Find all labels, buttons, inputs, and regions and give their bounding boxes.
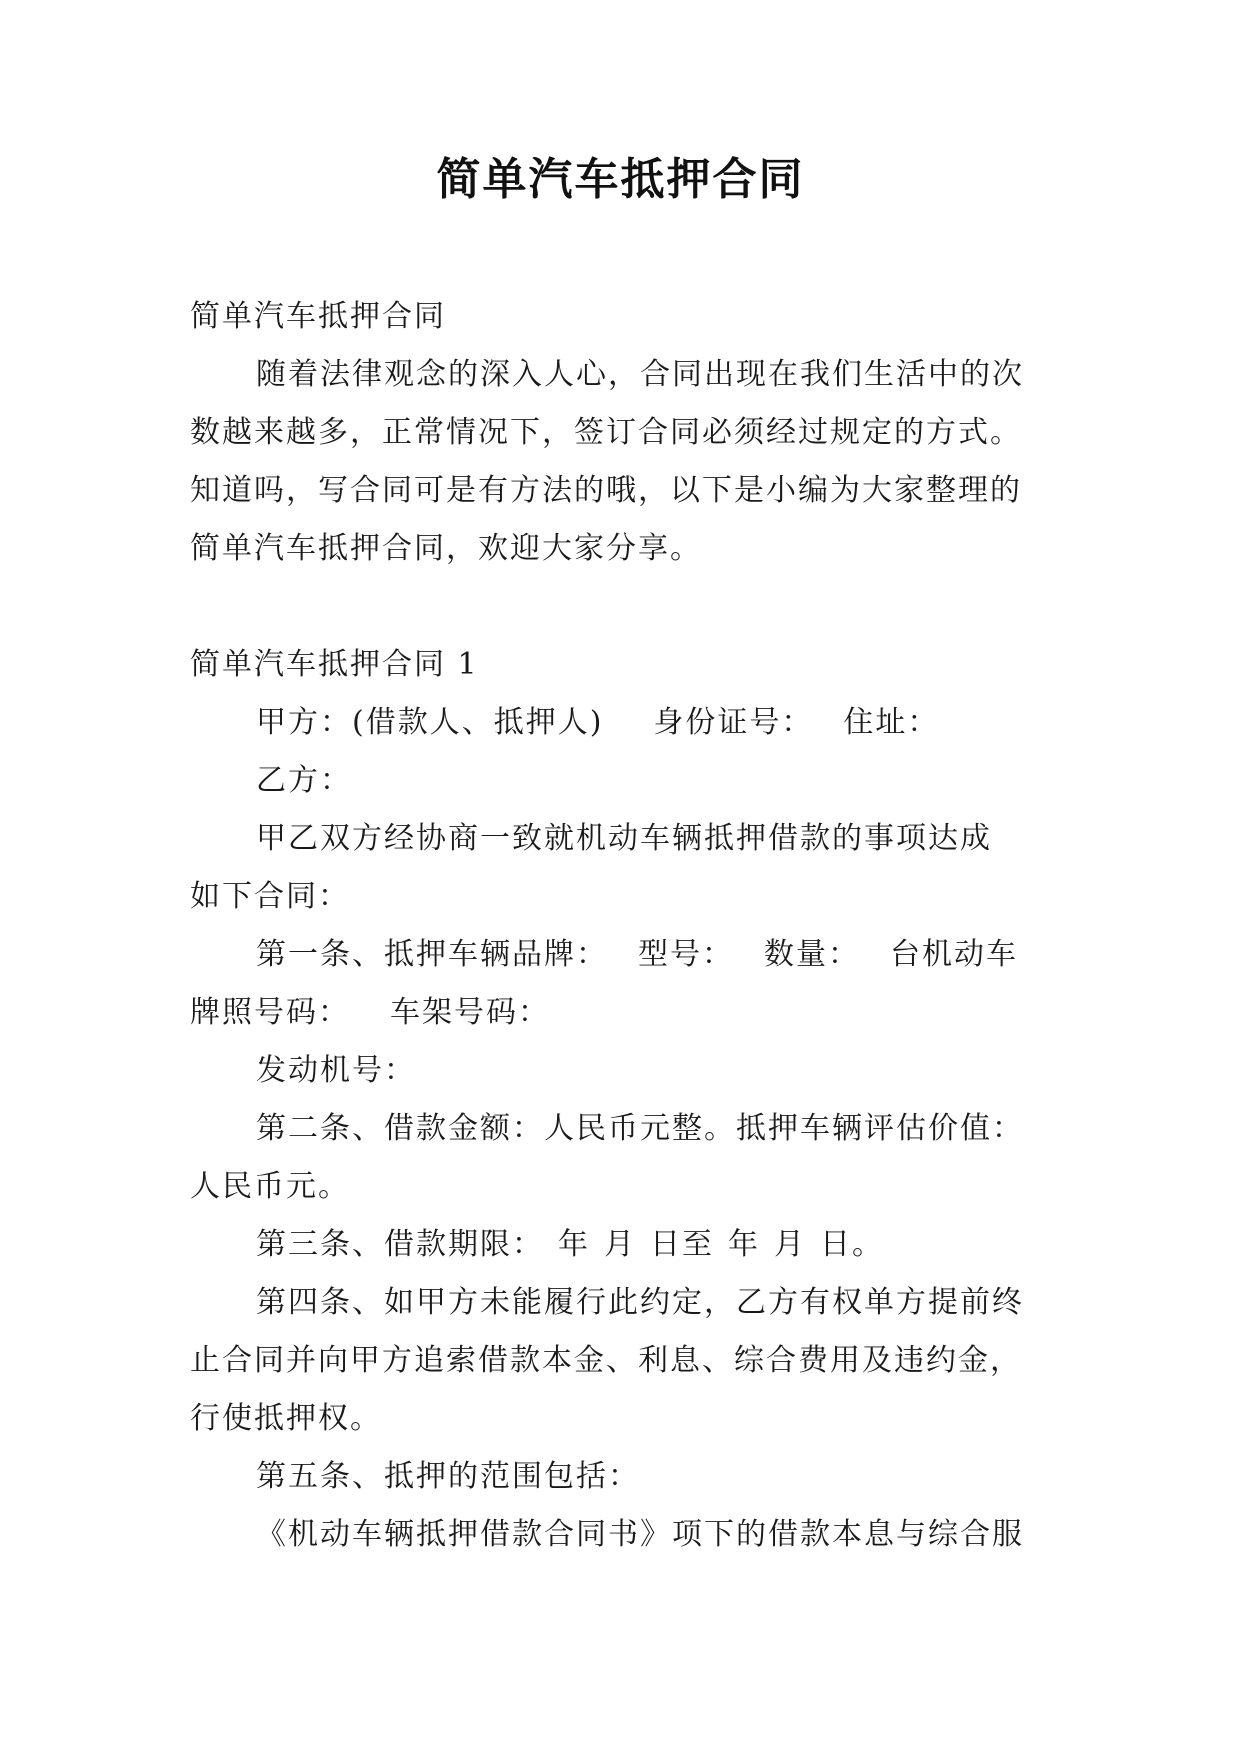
party-a-label: 甲方：(借款人、抵押人) bbox=[256, 705, 604, 740]
id-number-label: 身份证号： bbox=[653, 705, 814, 740]
intro-line-2: 数越来越多，正常情况下，签订合同必须经过规定的方式。 bbox=[190, 415, 1022, 450]
document-title: 简单汽车抵押合同 bbox=[436, 154, 805, 205]
article2-line-1: 第二条、借款金额：人民币元整。抵押车辆评估价值： bbox=[256, 1111, 1024, 1146]
article4-line-2: 止合同并向甲方追索借款本金、利息、综合费用及违约金， bbox=[190, 1343, 1022, 1378]
intro-line-3: 知道吗，写合同可是有方法的哦，以下是小编为大家整理的 bbox=[190, 473, 1022, 508]
article3-month-2: 月 bbox=[774, 1227, 806, 1262]
article1-plate-line-end: 台机动车 bbox=[890, 937, 1018, 972]
article3-year-2: 年 bbox=[728, 1227, 760, 1262]
article4-line-3: 行使抵押权。 bbox=[190, 1401, 382, 1436]
article3-day-1: 日至 bbox=[650, 1227, 714, 1262]
article3-month-1: 月 bbox=[604, 1227, 636, 1262]
party-b-line: 乙方： bbox=[256, 763, 352, 798]
article1-brand: 第一条、抵押车辆品牌： bbox=[256, 937, 608, 972]
intro-line-4: 简单汽车抵押合同，欢迎大家分享。 bbox=[190, 531, 702, 566]
document-body bbox=[190, 288, 1060, 1564]
article5-line: 第五条、抵押的范围包括： bbox=[256, 1459, 640, 1494]
article1-line-2 bbox=[190, 984, 1060, 1042]
agreement-line-1: 甲乙双方经协商一致就机动车辆抵押借款的事项达成 bbox=[256, 821, 992, 856]
article1-line-1 bbox=[190, 926, 1060, 984]
article5-item-line: 《机动车辆抵押借款合同书》项下的借款本息与综合服 bbox=[256, 1517, 1024, 1552]
intro-line-1: 随着法律观念的深入人心，合同出现在我们生活中的次 bbox=[256, 357, 1024, 392]
article3-day-2: 日。 bbox=[820, 1227, 884, 1262]
agreement-line-2: 如下合同： bbox=[190, 879, 350, 914]
article1-plate: 牌照号码： bbox=[190, 995, 350, 1030]
article3-label: 第三条、借款期限： bbox=[256, 1227, 544, 1262]
party-a-line bbox=[190, 694, 1060, 752]
article1-engine: 发动机号： bbox=[256, 1053, 416, 1088]
article3-line bbox=[190, 1216, 1060, 1274]
document-subtitle: 简单汽车抵押合同 bbox=[190, 299, 446, 334]
paragraph-gap bbox=[190, 578, 1060, 636]
article1-quantity: 数量： bbox=[764, 937, 860, 972]
article1-frame: 车架号码： bbox=[390, 995, 550, 1030]
article2-line-2: 人民币元。 bbox=[190, 1169, 350, 1204]
article4-line-1: 第四条、如甲方未能履行此约定，乙方有权单方提前终 bbox=[256, 1285, 1024, 1320]
address-label: 住址： bbox=[843, 705, 940, 740]
section-heading: 简单汽车抵押合同 1 bbox=[190, 647, 479, 682]
article3-year-1: 年 bbox=[558, 1227, 590, 1262]
article1-model: 型号： bbox=[638, 937, 734, 972]
